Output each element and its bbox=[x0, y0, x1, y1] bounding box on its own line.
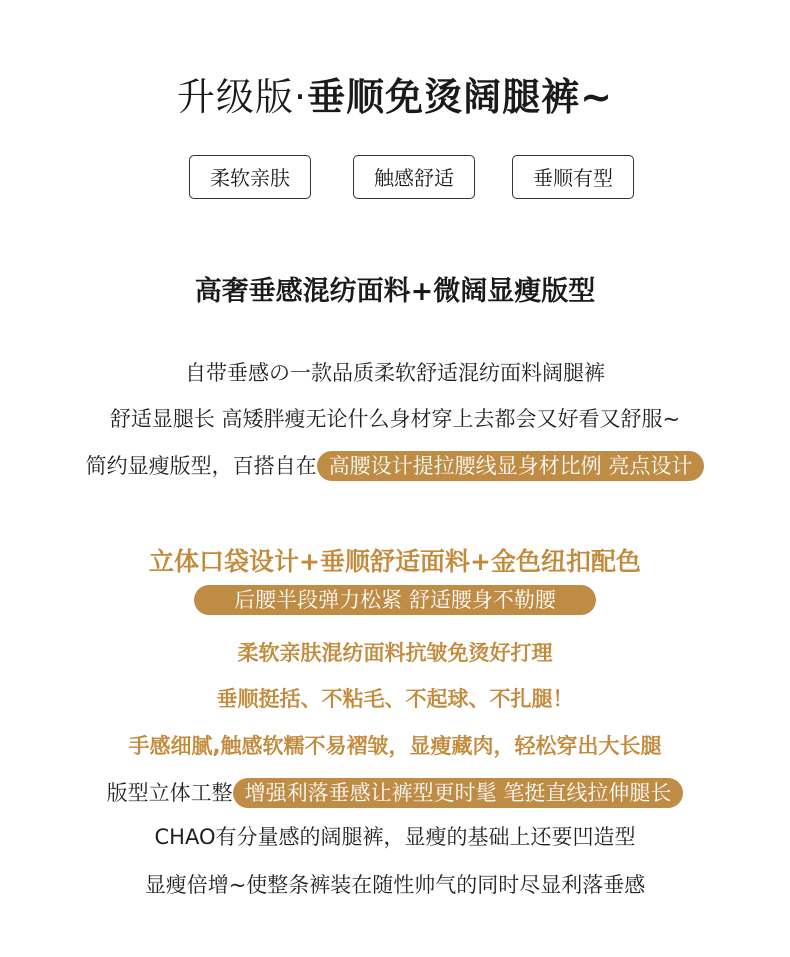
feature-line-2: 垂顺挺括、不粘毛、不起球、不扎腿！ bbox=[216, 687, 574, 711]
description-line-3-text: 简约显瘦版型，百搭自在 bbox=[85, 454, 317, 478]
closing-line-2: CHAO有分量感的阔腿裤，显瘦的基础上还要凹造型 bbox=[154, 825, 636, 849]
tag-soft: 柔软亲肤 bbox=[189, 155, 311, 199]
page-title bbox=[0, 72, 790, 122]
description-line-1: 自带垂感の一款品质柔软舒适混纺面料阔腿裤 bbox=[185, 361, 605, 385]
title-prefix: 升级版· bbox=[177, 75, 308, 119]
feature-line-1: 柔软亲肤混纺面料抗皱免烫好打理 bbox=[237, 641, 553, 665]
feature-tags bbox=[0, 155, 790, 203]
closing-line-3: 显瘦倍增~使整条裤装在随性帅气的同时尽显利落垂感 bbox=[144, 873, 646, 897]
title-main: 垂顺免烫阔腿裤~ bbox=[307, 75, 613, 119]
features-highlight-row bbox=[0, 585, 790, 615]
tag-comfort: 触感舒适 bbox=[353, 155, 475, 199]
highlight-pill-waist: 高腰设计提拉腰线显身材比例 亮点设计 bbox=[317, 451, 705, 481]
tag-drape: 垂顺有型 bbox=[512, 155, 634, 199]
closing-line-1 bbox=[0, 778, 790, 808]
closing-line-1-text: 版型立体工整 bbox=[106, 781, 233, 805]
description-line-2: 舒适显腿长 高矮胖瘦无论什么身材穿上去都会又好看又舒服~ bbox=[109, 407, 681, 431]
feature-line-3: 手感细腻,触感软糯不易褶皱，显瘦藏肉，轻松穿出大长腿 bbox=[128, 734, 662, 758]
features-title: 立体口袋设计+垂顺舒适面料+金色纽扣配色 bbox=[149, 547, 641, 576]
highlight-pill-shape: 增强利落垂感让裤型更时髦 笔挺直线拉伸腿长 bbox=[233, 778, 684, 808]
highlight-pill-elastic: 后腰半段弹力松紧 舒适腰身不勒腰 bbox=[194, 585, 596, 615]
description-line-3 bbox=[0, 451, 790, 481]
section-subtitle: 高奢垂感混纺面料+微阔显瘦版型 bbox=[194, 276, 596, 307]
